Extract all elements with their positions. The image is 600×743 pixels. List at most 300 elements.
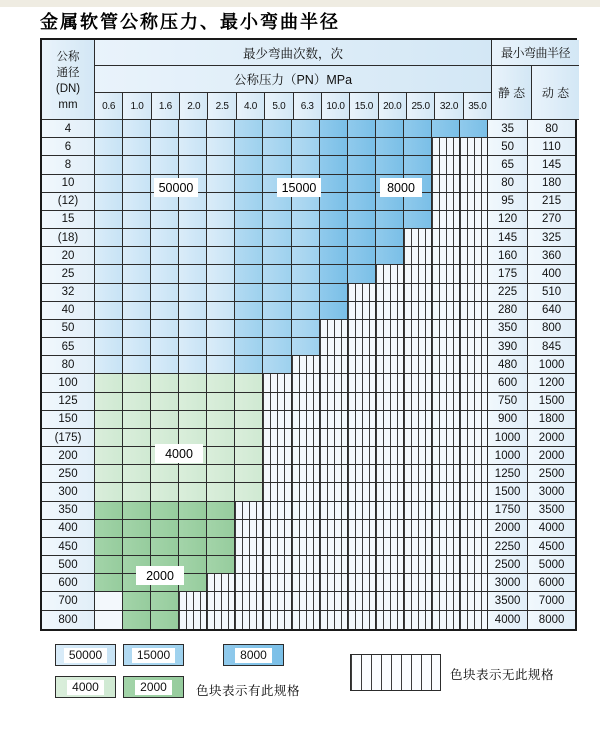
pressure-cell	[348, 156, 376, 174]
pressure-cell	[263, 302, 291, 320]
static-cell: 900	[488, 411, 528, 429]
pressure-value-cell: 2.0	[180, 93, 208, 120]
dn-cell: 100	[42, 374, 95, 392]
pressure-cell	[292, 520, 320, 538]
pressure-cell	[151, 211, 179, 229]
pressure-cell	[263, 393, 291, 411]
pressure-cell	[376, 229, 404, 247]
pressure-cell	[376, 247, 404, 265]
pressure-cell	[376, 302, 404, 320]
pressure-cell	[432, 138, 460, 156]
pressure-cell	[292, 592, 320, 610]
dn-header-line3: (DN)	[55, 82, 81, 95]
pressure-cell	[292, 483, 320, 501]
page-title: 金属软管公称压力、最小弯曲半径	[40, 12, 340, 33]
pressure-cell	[207, 465, 235, 483]
pressure-cell	[235, 465, 263, 483]
pressure-cell	[320, 429, 348, 447]
pressure-cell	[123, 538, 151, 556]
static-cell: 350	[488, 320, 528, 338]
static-cell: 1000	[488, 429, 528, 447]
pressure-cell	[123, 229, 151, 247]
pressure-cell	[432, 520, 460, 538]
bend-cycles-header: 最少弯曲次数，次	[95, 40, 491, 66]
pressure-cell	[151, 265, 179, 283]
pressure-cell	[348, 193, 376, 211]
pressure-cell	[151, 592, 179, 610]
pressure-cell	[376, 211, 404, 229]
pressure-cell	[179, 138, 207, 156]
pressure-cell	[263, 483, 291, 501]
pressure-cell	[460, 120, 488, 138]
pressure-cell	[207, 284, 235, 302]
pressure-cell	[348, 320, 376, 338]
pressure-cell	[123, 483, 151, 501]
legend-label-4000: 4000	[67, 680, 104, 695]
pressure-cell	[263, 447, 291, 465]
pressure-cell	[179, 374, 207, 392]
pressure-cell	[207, 592, 235, 610]
legend-box-2000	[123, 676, 184, 698]
table-row	[42, 411, 575, 429]
pressure-cell	[320, 611, 348, 629]
dynamic-cell: 640	[528, 302, 575, 320]
static-cell: 390	[488, 338, 528, 356]
pressure-cell	[460, 175, 488, 193]
pressure-cell	[123, 302, 151, 320]
pressure-cell	[404, 356, 432, 374]
pressure-cell	[263, 156, 291, 174]
pressure-cell	[151, 356, 179, 374]
pressure-cell	[432, 483, 460, 501]
static-cell: 1000	[488, 447, 528, 465]
table-row	[42, 229, 575, 247]
pressure-cell	[404, 611, 432, 629]
pressure-cell	[263, 502, 291, 520]
pressure-cell	[292, 138, 320, 156]
pressure-cell	[376, 574, 404, 592]
pressure-cell	[235, 538, 263, 556]
static-cell: 225	[488, 284, 528, 302]
cycles-zone-label: 15000	[277, 178, 321, 197]
legend-label-15000: 15000	[132, 648, 175, 663]
pressure-cell	[263, 465, 291, 483]
pressure-cell	[432, 320, 460, 338]
pressure-cell	[320, 538, 348, 556]
pressure-value-cell: 4.0	[237, 93, 265, 120]
pressure-cell	[320, 356, 348, 374]
pressure-cell	[348, 502, 376, 520]
pressure-cell	[432, 556, 460, 574]
pressure-value-cell: 20.0	[379, 93, 407, 120]
pressure-cell	[95, 156, 123, 174]
pressure-cell	[348, 429, 376, 447]
pressure-cell	[235, 229, 263, 247]
pressure-cell	[123, 175, 151, 193]
dn-header-line2: 通径	[56, 66, 80, 79]
pressure-cell	[263, 247, 291, 265]
pressure-cell	[348, 120, 376, 138]
pressure-cell	[460, 356, 488, 374]
pressure-cell	[404, 120, 432, 138]
pressure-cell	[320, 592, 348, 610]
pressure-cell	[207, 265, 235, 283]
pressure-cell	[320, 447, 348, 465]
pressure-cell	[460, 393, 488, 411]
pressure-cell	[123, 211, 151, 229]
pressure-cell	[179, 356, 207, 374]
static-cell: 2000	[488, 520, 528, 538]
pressure-cell	[123, 411, 151, 429]
pressure-value-cell: 10.0	[322, 93, 350, 120]
pressure-cell	[151, 465, 179, 483]
legend-box-50000	[55, 644, 116, 666]
legend-box-15000	[123, 644, 184, 666]
pressure-cell	[432, 429, 460, 447]
table-row	[42, 356, 575, 374]
pressure-cell	[432, 411, 460, 429]
pressure-cell	[292, 465, 320, 483]
pressure-cell	[123, 429, 151, 447]
static-header: 静 态	[492, 66, 532, 120]
pressure-cell	[151, 138, 179, 156]
dynamic-cell: 215	[528, 193, 575, 211]
pressure-cell	[348, 229, 376, 247]
pressure-cell	[235, 447, 263, 465]
pressure-cell	[292, 502, 320, 520]
static-cell: 750	[488, 393, 528, 411]
pressure-cell	[460, 374, 488, 392]
pressure-cell	[432, 175, 460, 193]
dynamic-cell: 270	[528, 211, 575, 229]
pressure-cell	[207, 247, 235, 265]
pressure-cell	[235, 284, 263, 302]
pressure-cell	[179, 393, 207, 411]
table-row	[42, 429, 575, 447]
pressure-cell	[460, 302, 488, 320]
pressure-value-cell: 25.0	[407, 93, 435, 120]
pressure-values-row	[95, 93, 491, 120]
pressure-cell	[376, 374, 404, 392]
pressure-cell	[95, 520, 123, 538]
pressure-cell	[348, 265, 376, 283]
table-row	[42, 611, 575, 629]
dynamic-cell: 7000	[528, 592, 575, 610]
pressure-cell	[292, 211, 320, 229]
pressure-cell	[235, 138, 263, 156]
pressure-cell	[263, 265, 291, 283]
table-row	[42, 320, 575, 338]
pressure-cell	[292, 429, 320, 447]
dynamic-cell: 360	[528, 247, 575, 265]
pressure-cell	[292, 538, 320, 556]
pressure-cell	[432, 574, 460, 592]
pressure-cell	[235, 338, 263, 356]
pressure-cell	[376, 592, 404, 610]
pressure-header: 公称压力（PN）MPa	[95, 66, 491, 93]
dn-header-line1: 公称	[56, 50, 80, 63]
pressure-cell	[179, 211, 207, 229]
pressure-cell	[207, 574, 235, 592]
pressure-cell	[151, 374, 179, 392]
pressure-cell	[95, 465, 123, 483]
dn-cell: 300	[42, 483, 95, 501]
pressure-cell	[404, 502, 432, 520]
pressure-value-cell: 5.0	[265, 93, 293, 120]
table-row	[42, 374, 575, 392]
pressure-cell	[348, 574, 376, 592]
pressure-cell	[123, 465, 151, 483]
pressure-cell	[263, 284, 291, 302]
pressure-cell	[151, 302, 179, 320]
pressure-value-cell: 32.0	[435, 93, 463, 120]
pressure-cell	[123, 265, 151, 283]
dn-cell: 50	[42, 320, 95, 338]
pressure-cell	[460, 556, 488, 574]
pressure-cell	[263, 520, 291, 538]
pressure-cell	[460, 411, 488, 429]
pressure-cell	[432, 592, 460, 610]
pressure-cell	[404, 338, 432, 356]
pressure-cell	[348, 611, 376, 629]
pressure-cell	[95, 429, 123, 447]
pressure-cell	[179, 229, 207, 247]
pressure-cell	[207, 193, 235, 211]
pressure-cell	[292, 356, 320, 374]
pressure-cell	[235, 393, 263, 411]
pressure-cell	[460, 574, 488, 592]
pressure-cell	[151, 411, 179, 429]
table-row	[42, 302, 575, 320]
pressure-cell	[292, 265, 320, 283]
pressure-cell	[404, 265, 432, 283]
pressure-cell	[123, 120, 151, 138]
pressure-cell	[432, 502, 460, 520]
pressure-cell	[320, 556, 348, 574]
dynamic-cell: 5000	[528, 556, 575, 574]
pressure-cell	[320, 211, 348, 229]
pressure-cell	[292, 120, 320, 138]
dn-cell: 4	[42, 120, 95, 138]
pressure-cell	[263, 611, 291, 629]
cycles-zone-label: 2000	[136, 566, 184, 585]
pressure-cell	[320, 175, 348, 193]
pressure-cell	[348, 520, 376, 538]
pressure-cell	[292, 574, 320, 592]
static-cell: 160	[488, 247, 528, 265]
pressure-cell	[376, 611, 404, 629]
pressure-cell	[348, 138, 376, 156]
pressure-cell	[320, 138, 348, 156]
static-cell: 600	[488, 374, 528, 392]
pressure-cell	[348, 175, 376, 193]
pressure-cell	[376, 429, 404, 447]
legend-label-2000: 2000	[135, 680, 172, 695]
pressure-cell	[235, 374, 263, 392]
static-cell: 280	[488, 302, 528, 320]
dynamic-cell: 2500	[528, 465, 575, 483]
pressure-cell	[404, 520, 432, 538]
legend-label-8000: 8000	[235, 648, 272, 663]
pressure-cell	[95, 175, 123, 193]
dn-cell: 15	[42, 211, 95, 229]
pressure-cell	[95, 338, 123, 356]
pressure-cell	[460, 193, 488, 211]
pressure-cell	[235, 592, 263, 610]
pressure-cell	[123, 520, 151, 538]
dn-cell: 600	[42, 574, 95, 592]
pressure-cell	[151, 284, 179, 302]
pressure-cell	[348, 302, 376, 320]
pressure-cell	[235, 356, 263, 374]
pressure-cell	[235, 574, 263, 592]
dynamic-cell: 80	[528, 120, 575, 138]
pressure-cell	[151, 520, 179, 538]
static-cell: 1500	[488, 483, 528, 501]
cycles-zone-label: 8000	[380, 178, 422, 197]
pressure-cell	[179, 411, 207, 429]
pressure-cell	[207, 175, 235, 193]
pressure-cell	[179, 520, 207, 538]
pressure-cell	[235, 483, 263, 501]
pressure-cell	[235, 211, 263, 229]
pressure-cell	[432, 374, 460, 392]
dynamic-cell: 8000	[528, 611, 575, 629]
pressure-cell	[404, 574, 432, 592]
pressure-cell	[123, 338, 151, 356]
static-cell: 4000	[488, 611, 528, 629]
pressure-cell	[263, 229, 291, 247]
pressure-cell	[376, 138, 404, 156]
pressure-cell	[320, 502, 348, 520]
dynamic-cell: 180	[528, 175, 575, 193]
pressure-cell	[404, 465, 432, 483]
pressure-cell	[376, 265, 404, 283]
pressure-cell	[376, 447, 404, 465]
pressure-cell	[179, 538, 207, 556]
dn-cell: 250	[42, 465, 95, 483]
table-row	[42, 120, 575, 138]
dn-cell: 400	[42, 520, 95, 538]
dynamic-cell: 1800	[528, 411, 575, 429]
pressure-value-cell: 35.0	[464, 93, 491, 120]
pressure-cell	[95, 138, 123, 156]
dynamic-cell: 4500	[528, 538, 575, 556]
pressure-cell	[123, 592, 151, 610]
pressure-cell	[207, 411, 235, 429]
dn-cell: 25	[42, 265, 95, 283]
table-row	[42, 138, 575, 156]
pressure-cell	[292, 247, 320, 265]
dynamic-cell: 145	[528, 156, 575, 174]
dynamic-cell: 800	[528, 320, 575, 338]
pressure-cell	[460, 138, 488, 156]
legend-box-4000	[55, 676, 116, 698]
pressure-cell	[95, 538, 123, 556]
pressure-cell	[320, 411, 348, 429]
static-cell: 2500	[488, 556, 528, 574]
pressure-cell	[404, 592, 432, 610]
pressure-cell	[95, 302, 123, 320]
pressure-cell	[179, 483, 207, 501]
pressure-cell	[179, 284, 207, 302]
dn-header-cell	[42, 40, 95, 120]
pressure-cell	[95, 284, 123, 302]
pressure-cell	[179, 611, 207, 629]
dn-cell: 6	[42, 138, 95, 156]
pressure-cell	[151, 247, 179, 265]
table-row	[42, 556, 575, 574]
dn-cell: 40	[42, 302, 95, 320]
pressure-cell	[179, 320, 207, 338]
pressure-value-cell: 1.6	[152, 93, 180, 120]
legend-striped-box	[350, 654, 441, 691]
pressure-cell	[207, 429, 235, 447]
pressure-cell	[460, 211, 488, 229]
pressure-cell	[263, 574, 291, 592]
radius-header: 最小弯曲半径	[492, 40, 579, 66]
pressure-cell	[404, 247, 432, 265]
dn-cell: 800	[42, 611, 95, 629]
static-cell: 1750	[488, 502, 528, 520]
pressure-cell	[320, 320, 348, 338]
static-cell: 50	[488, 138, 528, 156]
pressure-cell	[207, 302, 235, 320]
pressure-cell	[432, 611, 460, 629]
pressure-cell	[460, 156, 488, 174]
pressure-cell	[123, 356, 151, 374]
pressure-cell	[320, 247, 348, 265]
pressure-cell	[404, 284, 432, 302]
scan-edge-strip	[0, 0, 600, 7]
dn-cell: (175)	[42, 429, 95, 447]
pressure-cell	[207, 338, 235, 356]
pressure-cell	[207, 211, 235, 229]
pressure-cell	[432, 338, 460, 356]
pressure-cell	[348, 592, 376, 610]
dn-cell: 200	[42, 447, 95, 465]
pressure-cell	[320, 156, 348, 174]
pressure-cell	[235, 302, 263, 320]
pressure-cell	[376, 338, 404, 356]
pressure-cell	[348, 284, 376, 302]
pressure-cell	[207, 538, 235, 556]
pressure-cell	[207, 447, 235, 465]
pressure-cell	[292, 156, 320, 174]
pressure-cell	[320, 338, 348, 356]
pressure-cell	[207, 156, 235, 174]
pressure-cell	[460, 284, 488, 302]
dynamic-cell: 2000	[528, 429, 575, 447]
pressure-cell	[207, 502, 235, 520]
table-row	[42, 211, 575, 229]
pressure-cell	[292, 556, 320, 574]
dn-cell: 10	[42, 175, 95, 193]
dynamic-cell: 6000	[528, 574, 575, 592]
pressure-cell	[123, 447, 151, 465]
pressure-cell	[95, 247, 123, 265]
pressure-cell	[432, 120, 460, 138]
dn-cell: 65	[42, 338, 95, 356]
pressure-cell	[235, 156, 263, 174]
pressure-cell	[320, 302, 348, 320]
pressure-value-cell: 1.0	[123, 93, 151, 120]
pressure-cell	[432, 284, 460, 302]
legend-box-8000	[223, 644, 284, 666]
pressure-cell	[432, 447, 460, 465]
table-row	[42, 247, 575, 265]
pressure-cell	[432, 538, 460, 556]
